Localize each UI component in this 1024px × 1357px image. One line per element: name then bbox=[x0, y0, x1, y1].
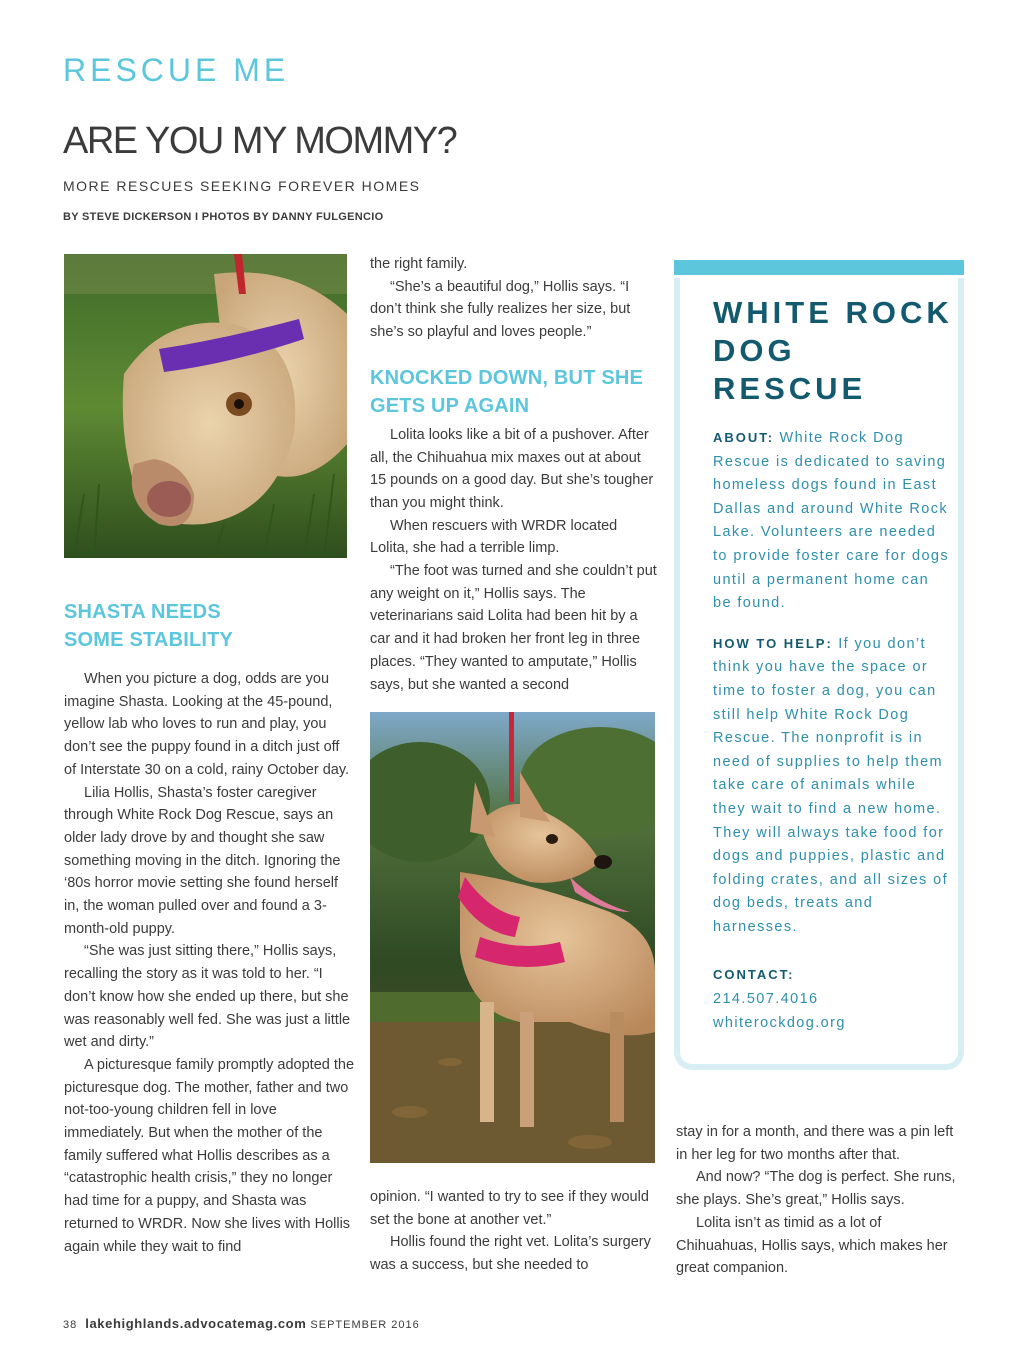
sidebar-about bbox=[713, 426, 953, 616]
issue-date: SEPTEMBER 2016 bbox=[310, 1319, 420, 1331]
paragraph: “She’s a beautiful dog,” Hollis says. “I don’t think she fully realizes her size, but she’s so playful and loves people.” bbox=[370, 278, 631, 341]
paragraph: And now? “The dog is perfect. She runs, she plays. She’s great,” Hollis says. bbox=[676, 1169, 956, 1209]
sidebar-contact bbox=[713, 963, 953, 988]
paragraph: the right family. bbox=[370, 256, 468, 272]
page-footer bbox=[63, 1316, 420, 1331]
paragraph: “The foot was turned and she couldn’t put any weight on it,” Hollis says. The veterinarians said Lolita had been hit by a car and it had broken her front leg in three places. “They wanted to amputate,” Hollis says, but she wanted a second bbox=[370, 563, 657, 693]
lolita-photo bbox=[370, 712, 655, 1163]
help-text: If you don’t think you have the space or time to foster a dog, you can still help White Rock Dog Rescue. The nonprofit is in need of supplies to help them take care of animals while they wait to find a new home. They will always take food for dogs and puppies, plastic and folding crates, and all sizes of dog beds, treats and harnesses. bbox=[713, 635, 949, 935]
sidebar-title bbox=[713, 294, 953, 408]
article-column-2-bottom bbox=[370, 1186, 658, 1277]
article-column-2-top bbox=[370, 253, 658, 696]
paragraph: Lolita looks like a bit of a pushover. After all, the Chihuahua mix maxes out at about 15 pounds on a good day. But she’s tougher than you might think. bbox=[370, 426, 654, 511]
sidebar-title-line-2: DOG RESCUE bbox=[713, 333, 867, 406]
paragraph: Lilia Hollis, Shasta’s foster caregiver through White Rock Dog Rescue, says an older lady drove by and thought she saw something moving in the ditch. Ignoring the ‘80s horror movie setting she found herself in, the woman pulled over and found a 3-month-old puppy. bbox=[64, 784, 341, 937]
footer-site-link[interactable]: lakehighlands.advocatemag.com bbox=[85, 1316, 307, 1331]
paragraph: stay in for a month, and there was a pin left in her leg for two months after that. bbox=[676, 1124, 954, 1163]
paragraph: A picturesque family promptly adopted the picturesque dog. The mother, father and two not-too-young children fell in love immediately. But when the mother of the family suffered what Hollis describes as a “catastrophic health crisis,” they no longer had time for a puppy, and Shasta was returned to WRDR. Now she lives with Hollis again while they wait to find bbox=[64, 1056, 355, 1255]
page-number: 38 bbox=[63, 1319, 78, 1331]
headline: ARE YOU MY MOMMY? bbox=[63, 120, 457, 162]
about-label: ABOUT: bbox=[713, 430, 775, 445]
sidebar-top-bar bbox=[674, 260, 964, 275]
contact-phone[interactable]: 214.507.4016 bbox=[713, 991, 819, 1008]
help-label: HOW TO HELP: bbox=[713, 635, 833, 651]
article-column-3 bbox=[676, 1121, 964, 1280]
paragraph: “She was just sitting there,” Hollis says, recalling the story as it was told to her. “I don’t know how she ended up there, but she was reasonably well fed. She was just a little wet and dirty.” bbox=[64, 943, 351, 1051]
paragraph: Hollis found the right vet. Lolita’s surgery was a success, but she needed to bbox=[370, 1234, 651, 1274]
section-label: RESCUE ME bbox=[63, 52, 290, 88]
article-column-1 bbox=[64, 598, 354, 1258]
sidebar-content bbox=[713, 294, 953, 1035]
section-heading-shasta: SHASTA NEEDS SOME STABILITY bbox=[64, 601, 234, 651]
byline: BY STEVE DICKERSON I PHOTOS BY DANNY FULGENCIO bbox=[63, 211, 384, 223]
paragraph: Lolita isn’t as timid as a lot of Chihuahuas, Hollis says, which makes her great companion. bbox=[676, 1214, 948, 1277]
contact-website-link[interactable]: whiterockdog.org bbox=[713, 1014, 846, 1031]
subheadline: MORE RESCUES SEEKING FOREVER HOMES bbox=[63, 178, 421, 194]
about-text: White Rock Dog Rescue is dedicated to saving homeless dogs found in East Dallas and around White Rock Lake. Volunteers are needed to provide foster care for dogs until a permanent home can be found. bbox=[713, 430, 950, 612]
paragraph: opinion. “I wanted to try to see if they would set the bone at another vet.” bbox=[370, 1189, 649, 1228]
paragraph: When rescuers with WRDR located Lolita, she had a terrible limp. bbox=[370, 517, 618, 557]
section-heading-lolita: KNOCKED DOWN, BUT SHE GETS UP AGAIN bbox=[370, 366, 644, 417]
sidebar-title-line-1: WHITE ROCK bbox=[713, 295, 953, 330]
sidebar-help bbox=[713, 632, 953, 940]
shasta-photo bbox=[64, 254, 347, 558]
contact-label: CONTACT: bbox=[713, 967, 795, 983]
paragraph: When you picture a dog, odds are you imagine Shasta. Looking at the 45-pound, yellow lab who loves to run and play, you don’t see the puppy found in a ditch just off of Interstate 30 on a cold, rainy October day. bbox=[64, 671, 350, 778]
